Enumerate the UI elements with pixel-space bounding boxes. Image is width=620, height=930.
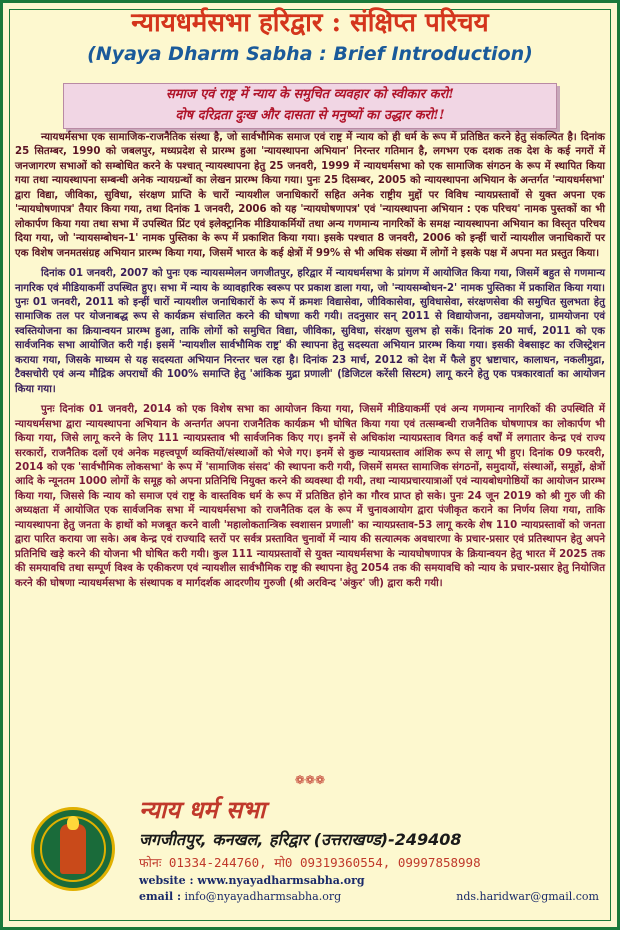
website-line	[139, 873, 365, 888]
paragraph-3: पुनः दिनांक 01 जनवरी, 2014 को एक विशेष सभा का आयोजन किया गया, जिसमें मीडियाकर्मी एवं अन्य गणमान्य नागरिकों की उपस्थिति में न्यायधर्मसभा द्वारा न्यायस्थापना अभियान के अन्तर्गत अपना राजनैतिक कार्यक्रम भी घोषित किया गया एवं तत्सम्बन्धी राजनैतिक घोषणापत्र का लोकार्पण भी किया गया, जिसे लागू करने के लिए 111 न्यायप्रस्ताव भी सार्वजनिक किए गए। इनमें से अधिकांश न्यायप्रस्ताव विगत कई वर्षों में लगातार केन्द्र एवं राज्य सरकारों, राजनैतिक दलों एवं अनेक महत्त्वपूर्ण व्यक्तियों/संस्थाओं को भेजे गए। इनमें से कुछ न्यायप्रस्ताव आंशिक रूप से लागू भी हुए। दिनांक 09 फरवरी, 2014 को एक 'सार्वभौमिक लोकसभा' के रूप में 'सामाजिक संसद' की स्थापना करी गयी, जिसमें समस्त सामाजिक संगठनों, समुदायों, संस्थाओं, समूहों, क्षेत्रों आदि के न्यूनतम 1000 लोगों के समूह को अपना प्रतिनिधि नियुक्त करने की व्यवस्था दी गयी, तथा न्यायप्रचारयात्राओं एवं न्यायबोधगोष्ठियों का आयोजन प्रारम्भ किया गया, जिससे कि न्याय को समाज एवं राष्ट्र के वास्तविक धर्म के रूप में प्रतिष्ठित होने का गौरव प्राप्त हो सके। पुनः 24 जून 2019 को श्री गुरु जी की अध्यक्षता में आयोजित एक सार्वजनिक सभा में न्यायधर्मसभा को राजनैतिक दल के रूप में चुनावआयोग द्वारा पंजीकृत कराने का निर्णय लिया गया, ताकि न्यायस्थापना हेतु जनता के हाथों को मजबूत करने वाली 'महालोकतान्त्रिक स्वशासन प्रणाली' का न्यायप्रस्ताव-53 लागू करके शेष 110 न्यायप्रस्तावों को जनता द्वारा पारित कराया जा सके। अब केन्द्र एवं राज्यादि स्तरों पर सर्वत्र प्रस्तावित चुनावों में न्याय की सत्यात्मक अवधारणा के प्रचार-प्रसार एवं प्रतिस्थापन हेतु अपने प्रतिनिधि खड़े करने की योजना भी घोषित करी गयी। कुल 111 न्यायप्रस्तावों से युक्त न्यायधर्मसभा के न्यायघोषणापत्र के क्रियान्वयन हेतु भारत में 2025 तक की समयावधि तथा सम्पूर्ण विश्व के एकीकरण एवं न्यायशील सार्वभौमिक राष्ट्र की स्थापना हेतु 2054 तक की समयावधि को न्याय के प्रचार-प्रसार हेतु नियोजित करने की घोषणा न्यायधर्मसभा के संस्थापक व मार्गदर्शक आदरणीय गुरुजी (श्री अरविन्द 'अंकुर' जी) द्वारा करी गयी।	[15, 404, 605, 589]
org-phone: फोनः 01334-244760, मो0 09319360554, 09997858998	[139, 855, 481, 870]
body-text	[15, 131, 605, 779]
page-title-hindi: न्यायधर्मसभा हरिद्वार : संक्षिप्त परिचय	[131, 8, 489, 38]
slogan-line-1: समाज एवं राष्ट्र में न्याय के समुचित व्यवहार को स्वीकार करो!	[165, 87, 454, 102]
paragraph-2: दिनांक 01 जनवरी, 2007 को पुनः एक न्यायसम्मेलन जगजीतपुर, हरिद्वार में न्यायधर्मसभा के प्रांगण में आयोजित किया गया, जिसमें बहुत से गणमान्य नागरिक एवं मीडियाकर्मी उपस्थित हुए। सभा में न्याय के व्यावहारिक स्वरूप पर प्रकाश डाला गया, जो 'न्यायसम्बोधन-2' नामक पुस्तिका में प्रकाशित किया गया। पुनः 01 जनवरी, 2011 को इन्हीं चारों न्यायशील जनाधिकारों के रूप में क्रमशः विद्यासेवा, जीविकासेवा, सुविधासेवा, संरक्षणसेवा की समुचित सुलभता हेतु सामाजिक तल पर योजनाबद्ध रूप से कार्यक्रम संचालित करने की घोषणा करी गयी। तदनुसार सन् 2011 से विद्यायोजना, उद्यमयोजना, ग्रामयोजना एवं स्वस्तियोजना का क्रियान्वयन प्रारम्भ हुआ, ताकि लोगों को समुचित विद्या, जीविका, सुविधा, संरक्षण सुलभ हो सकें। दिनांक 20 मार्च, 2011 को एक सार्वजनिक सभा आयोजित करी गई। इसमें 'न्यायशील सार्वभौमिक राष्ट्र' की स्थापना हेतु सदस्यता अभियान प्रारम्भ किया गया। इसकी वेबसाइट का रजिस्ट्रेशन कराया गया, जिसके माध्यम से यह सदस्यता अभियान निरन्तर चल रहा है। दिनांक 23 मार्च, 2012 को देश में फैले हुए भ्रष्टाचार, कालाधन, नकलीमुद्रा, टैक्सचोरी एवं अन्य मौद्रिक अपराधों की 100% समाप्ति हेतु 'आंकिक मुद्रा प्रणाली' (डिजिटल करेंसी सिस्टम) लागू करने हेतु एक पत्रकारवार्ता का आयोजन किया गया।	[15, 268, 605, 395]
footer	[9, 789, 611, 921]
org-address: जगजीतपुर, कनखल, हरिद्वार (उत्तराखण्ड)-249408	[139, 830, 462, 849]
logo-flame	[67, 816, 79, 830]
logo-figure	[60, 824, 86, 874]
org-name: न्याय धर्म सभा	[139, 795, 266, 824]
email-link-gmail[interactable]: nds.haridwar@gmail.com	[456, 890, 599, 903]
paragraph-1: न्यायधर्मसभा एक सामाजिक-राजनैतिक संस्था है, जो सार्वभौमिक समाज एवं राष्ट्र में न्याय को ही धर्म के रूप में प्रतिष्ठित करने हेतु संकल्पित है। दिनांक 25 सितम्बर, 1990 को जबलपुर, मध्यप्रदेश से प्रारम्भ हुआ 'न्यायस्थापना अभियान' निरन्तर गतिमान है, लगभग एक दशक तक देश के कई नगरों में जनजागरण सभाओं को सम्बोधित करने के पश्चात् न्यायस्थापना हेतु 25 जनवरी, 1999 में न्यायधर्मसभा को एक सामाजिक संगठन के रूप में स्थापित किया गया तथा न्यायस्थापना सम्बन्धी अनेक न्यायग्रन्थों का लेखन प्रारम्भ किया गया। पुनः 25 दिसम्बर, 2005 को न्यायस्थापना अभियान के अन्तर्गत 'न्यायधर्मसभा' द्वारा विद्या, जीविका, सुविधा, संरक्षण प्राप्ति के चारों न्यायशील जनाधिकारों सहित अनेक राष्ट्रीय मुद्दों पर विविध न्यायप्रस्तावों से युक्त अपना एक 'न्यायघोषणापत्र' तैयार किया गया, तथा दिनांक 1 जनवरी, 2006 को यह 'न्यायघोषणापत्र' एवं 'न्यायस्थापना अभियान : एक परिचय' नामक पुस्तकों का भी लोकार्पण किया गया तथा सभा में उपस्थित प्रिंट एवं इलेक्ट्रानिक मीडियाकर्मियों तथा अन्य गणमान्य नागरिकों के समक्ष न्यायस्थापना अभियान का विस्तृत परिचय दिया गया, जो 'न्यायसम्बोधन-1' नामक पुस्तिका के रूप में प्रकाशित किया गया। इसके पश्चात 8 जनवरी, 2006 को इन्हीं चारों न्यायशील जनाधिकारों पर एक विशेष जनमतसंग्रह अभियान प्रारम्भ किया गया, जिसमें भारत के कई क्षेत्रों में 99% से भी अधिक संख्या में लोगों ने इसके पक्ष में अपना मत प्रस्तुत किया।	[15, 132, 605, 259]
website-link[interactable]: www.nyayadharmsabha.org	[197, 874, 365, 887]
ornament-divider: ❁❁❁	[294, 773, 326, 787]
slogan-box	[63, 83, 557, 129]
email-link-info[interactable]: info@nyayadharmsabha.org	[184, 890, 342, 903]
page-title-english: (Nyaya Dharm Sabha : Brief Introduction)	[87, 43, 533, 65]
header	[7, 5, 613, 83]
website-label: website :	[139, 874, 194, 887]
slogan-line-2: दोष दरिद्रता दुःख और दासता से मनुष्यों का उद्धार करो!!	[175, 108, 445, 123]
email-label: email :	[139, 890, 182, 903]
nyaya-dharm-sabha-logo-icon	[31, 807, 115, 891]
email-line	[139, 889, 601, 904]
